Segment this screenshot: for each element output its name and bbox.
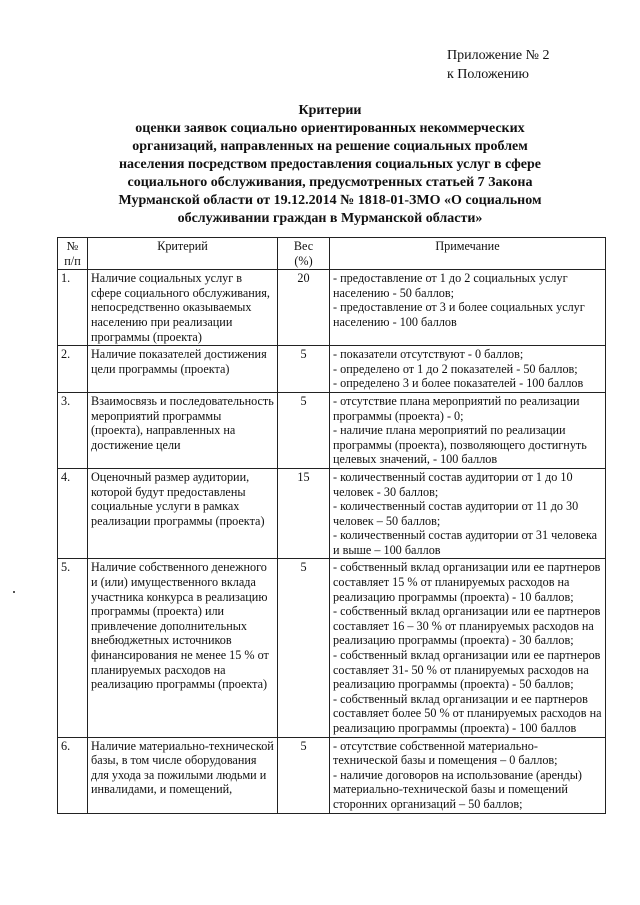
note-line: - количественный состав аудитории от 11 до 30 человек – 50 баллов; bbox=[333, 499, 579, 528]
table-row bbox=[58, 392, 606, 468]
title-line: социального обслуживания, предусмотренных статьей 7 Закона bbox=[127, 175, 533, 190]
header-criterion: Критерий bbox=[88, 238, 278, 270]
row-criterion: Наличие материально-технической базы, в том числе оборудования для ухода за пожилыми людьми и инвалидами, и помещений, bbox=[88, 737, 278, 813]
row-number: 5. bbox=[58, 559, 88, 737]
table-row bbox=[58, 559, 606, 737]
note-line: - собственный вклад организации и ее партнеров составляет более 50 % от планируемых расходов на реализацию программы (проекта) - 100 баллов bbox=[333, 691, 602, 735]
table-row bbox=[58, 346, 606, 393]
row-weight: 5 bbox=[278, 559, 330, 737]
note-line: - количественный состав аудитории от 31 человека и выше – 100 баллов bbox=[333, 528, 598, 557]
note-line: - отсутствие плана мероприятий по реализации программы (проекта) - 0; bbox=[333, 393, 580, 423]
table-body bbox=[58, 270, 606, 813]
title-line: Мурманской области от 19.12.2014 № 1818-01-ЗМО «О социальном bbox=[118, 193, 542, 208]
note-line: - отсутствие собственной материально-технической базы и помещения – 0 баллов; bbox=[333, 738, 558, 768]
title-line: населения посредством предоставления социальных услуг в сфере bbox=[118, 157, 542, 172]
row-notes bbox=[330, 346, 606, 393]
title-line: обслуживании граждан в Мурманской области» bbox=[177, 211, 483, 226]
note-line: - наличие плана мероприятий по реализации программы (проекта), позволяющего достигнуть целевых значений, - 100 баллов bbox=[333, 423, 587, 467]
row-notes bbox=[330, 468, 606, 559]
header-number-sign: № bbox=[66, 239, 79, 253]
criteria-table bbox=[57, 237, 606, 814]
row-number: 3. bbox=[58, 392, 88, 468]
row-weight: 20 bbox=[278, 270, 330, 346]
row-notes bbox=[330, 392, 606, 468]
appendix-note bbox=[447, 46, 550, 84]
title-line: организаций, направленных на решение социальных проблем bbox=[132, 139, 528, 154]
note-line: - предоставление от 1 до 2 социальных услуг населению - 50 баллов; bbox=[333, 271, 568, 300]
row-number: 1. bbox=[58, 270, 88, 346]
table-header-row bbox=[58, 238, 606, 270]
row-criterion: Наличие собственного денежного и (или) имущественного вклада участника конкурса в реализацию программы (проекта) или привлечение дополнительных внебюджетных источников финансирования не менее 15 % от планируемых расходов на реализацию программы (проекта) bbox=[88, 559, 278, 737]
row-weight: 5 bbox=[278, 737, 330, 813]
row-number: 6. bbox=[58, 737, 88, 813]
note-line: - наличие договоров на использование (аренды) материально-технической базы и помещений сторонних организаций – 50 баллов; bbox=[333, 767, 582, 811]
row-criterion: Взаимосвязь и последовательность мероприятий программы (проекта), направленных на достижение цели bbox=[88, 392, 278, 468]
row-criterion: Наличие социальных услуг в сфере социального обслуживания, непосредственно оказываемых населению при реализации программы (проекта) bbox=[88, 270, 278, 346]
row-notes bbox=[330, 737, 606, 813]
stray-mark bbox=[13, 591, 15, 593]
row-notes bbox=[330, 559, 606, 737]
table-row bbox=[58, 737, 606, 813]
header-weight-unit: (%) bbox=[294, 253, 313, 268]
header-number-abbr: п/п bbox=[64, 253, 81, 268]
row-criterion: Оценочный размер аудитории, которой будут предоставлены социальные услуги в рамках реализации программы (проекта) bbox=[88, 468, 278, 559]
row-weight: 15 bbox=[278, 468, 330, 559]
row-criterion: Наличие показателей достижения цели программы (проекта) bbox=[88, 346, 278, 393]
header-weight bbox=[278, 238, 330, 270]
note-line: - определено 3 и более показателей - 100 баллов bbox=[333, 376, 584, 391]
document-title bbox=[60, 102, 600, 228]
note-line: - собственный вклад организации или ее партнеров составляет 15 % от планируемых расходов на реализацию программы (проекта) - 10 баллов; bbox=[333, 560, 601, 604]
header-number bbox=[58, 238, 88, 270]
row-number: 2. bbox=[58, 346, 88, 393]
table-row bbox=[58, 468, 606, 559]
note-line: - количественный состав аудитории от 1 до 10 человек - 30 баллов; bbox=[333, 469, 573, 499]
appendix-number: Приложение № 2 bbox=[447, 48, 550, 63]
note-line: - показатели отсутствуют - 0 баллов; bbox=[333, 347, 524, 362]
row-notes bbox=[330, 270, 606, 346]
note-line: - собственный вклад организации или ее партнеров составляет 16 – 30 % от планируемых расходов на реализацию программы (проекта) - 30 баллов; bbox=[333, 604, 601, 648]
table-row bbox=[58, 270, 606, 346]
appendix-reference: к Положению bbox=[447, 67, 530, 82]
title-heading: Критерии bbox=[298, 103, 362, 118]
header-note: Примечание bbox=[330, 238, 606, 270]
title-line: оценки заявок социально ориентированных некоммерческих bbox=[135, 121, 525, 136]
row-number: 4. bbox=[58, 468, 88, 559]
header-weight-label: Вес bbox=[293, 239, 314, 253]
note-line: - собственный вклад организации или ее партнеров составляет 31- 50 % от планируемых расходов на реализацию программы (проекта) - 50 баллов; bbox=[333, 648, 601, 692]
note-line: - предоставление от 3 и более социальных услуг населению - 100 баллов bbox=[333, 300, 585, 329]
row-weight: 5 bbox=[278, 346, 330, 393]
note-line: - определено от 1 до 2 показателей - 50 баллов; bbox=[333, 361, 578, 376]
row-weight: 5 bbox=[278, 392, 330, 468]
